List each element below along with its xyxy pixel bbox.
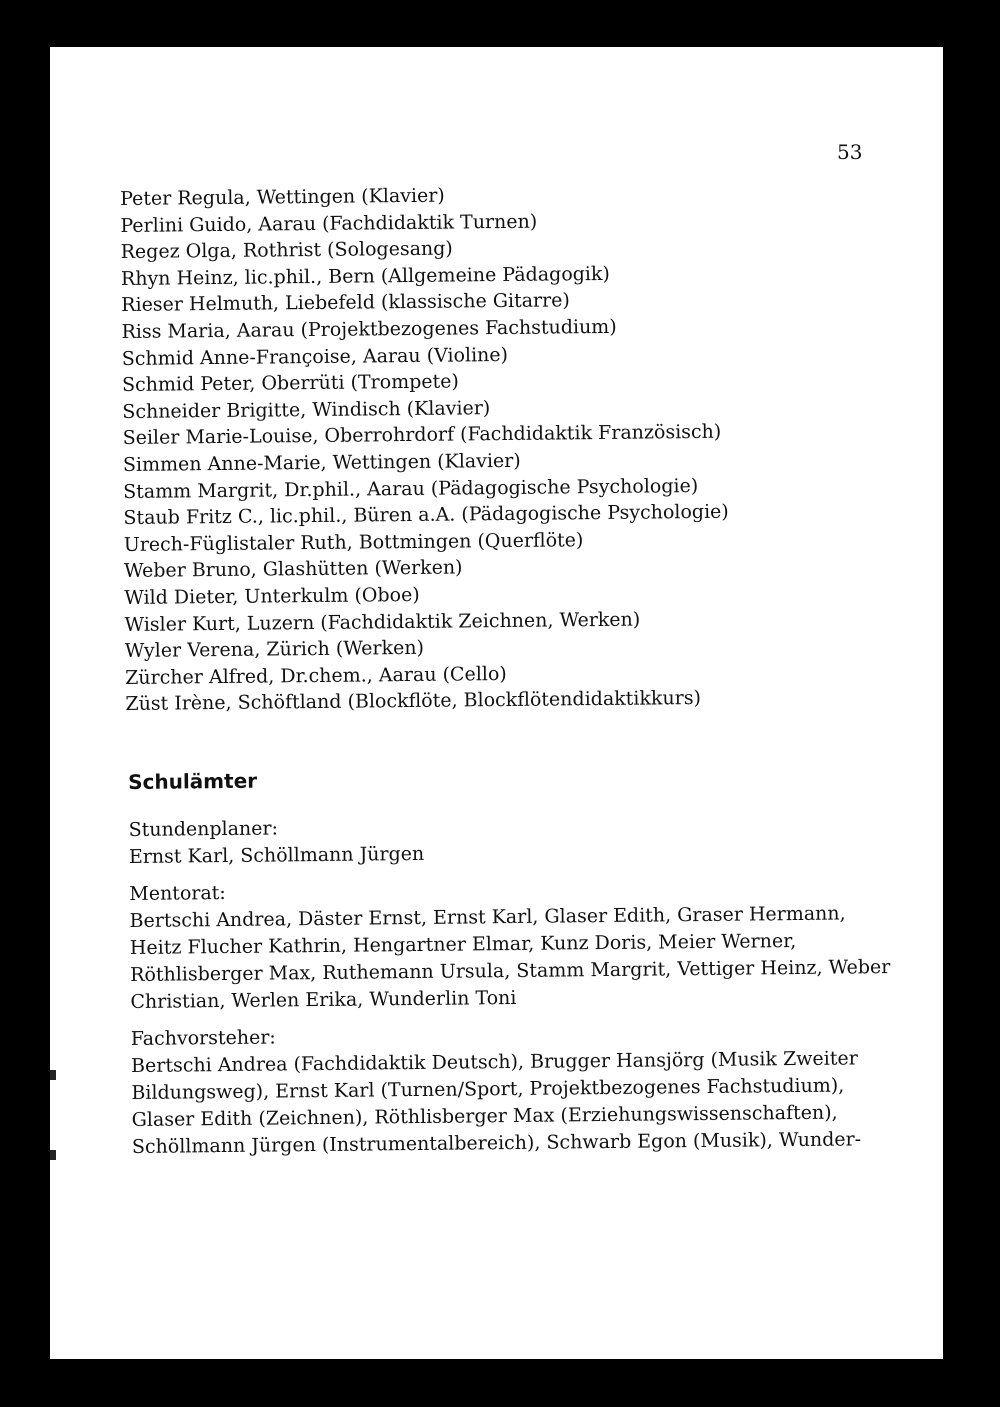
staff-entry: Schneider Brigitte, Windisch (Klavier) bbox=[122, 396, 491, 423]
office-members: Ernst Karl, Schöllmann Jürgen bbox=[128, 842, 425, 868]
office-group-fachvorsteher bbox=[131, 1018, 902, 1161]
staff-entry: Regez Olga, Rothrist (Sologesang) bbox=[120, 237, 453, 264]
staff-entry: Simmen Anne-Marie, Wettingen (Klavier) bbox=[122, 449, 521, 476]
scan-edge-mark bbox=[50, 1070, 56, 1080]
office-group-stundenplaner bbox=[129, 809, 900, 871]
document-page bbox=[50, 47, 943, 1359]
office-label: Stundenplaner: bbox=[128, 817, 279, 841]
staff-entry: Stamm Margrit, Dr.phil., Aarau (Pädagogische Psychologie) bbox=[123, 474, 699, 503]
staff-list bbox=[120, 178, 906, 718]
staff-entry: Riss Maria, Aarau (Projektbezogenes Fachstudium) bbox=[121, 315, 617, 343]
staff-entry: Rieser Helmuth, Liebefeld (klassische Gitarre) bbox=[121, 289, 570, 317]
page-number: 53 bbox=[837, 140, 863, 164]
staff-entry: Zürcher Alfred, Dr.chem., Aarau (Cello) bbox=[125, 662, 507, 689]
staff-entry: Schmid Anne-Françoise, Aarau (Violine) bbox=[121, 343, 509, 370]
staff-entry: Peter Regula, Wettingen (Klavier) bbox=[120, 184, 445, 210]
staff-entry: Schmid Peter, Oberrüti (Trompete) bbox=[121, 370, 459, 397]
staff-entry: Weber Bruno, Glashütten (Werken) bbox=[123, 556, 463, 583]
school-offices-section bbox=[128, 761, 902, 1171]
staff-entry: Wild Dieter, Unterkulm (Oboe) bbox=[124, 583, 420, 609]
office-group-mentorat bbox=[129, 873, 900, 1016]
staff-entry: Seiler Marie-Louise, Oberrohrdorf (Fachdidaktik Französisch) bbox=[122, 421, 722, 450]
staff-entry: Wisler Kurt, Luzern (Fachdidaktik Zeichnen, Werken) bbox=[124, 608, 641, 636]
staff-entry: Staub Fritz C., lic.phil., Büren a.A. (Pädagogische Psychologie) bbox=[123, 500, 729, 530]
staff-entry: Wyler Verena, Zürich (Werken) bbox=[124, 636, 425, 663]
staff-entry: Urech-Füglistaler Ruth, Bottmingen (Querflöte) bbox=[123, 528, 584, 556]
section-title: Schulämter bbox=[128, 768, 258, 794]
staff-entry: Rhyn Heinz, lic.phil., Bern (Allgemeine Pädagogik) bbox=[120, 262, 610, 290]
scan-edge-mark bbox=[50, 1150, 56, 1160]
office-label: Fachvorsteher: bbox=[130, 1026, 276, 1050]
office-members: Bertschi Andrea (Fachdidaktik Deutsch), Brugger Hansjörg (Musik Zweiter Bildungsweg), Ernst Karl (Turnen/Sport, Projektbezogenes Fachstudium), Glaser Edith (Zeichnen), Röthlisberger Max (Erziehungswissenschaften), Schöllmann Jürgen (Instrumentalbereich), Schwarb Egon (Musik), Wunder- bbox=[130, 1047, 862, 1158]
office-members: Bertschi Andrea, Däster Ernst, Ernst Karl, Glaser Edith, Graser Hermann, Heitz Flucher Kathrin, Hengartner Elmar, Kunz Doris, Meier Werner, Röthlisberger Max, Ruthemann Ursula, Stamm Margrit, Vettiger Heinz, Weber Christian, Werlen Erika, Wunderlin Toni bbox=[129, 902, 891, 1013]
staff-entry: Züst Irène, Schöftland (Blockflöte, Blockflötendidaktikkurs) bbox=[125, 687, 702, 716]
office-label: Mentorat: bbox=[129, 881, 226, 905]
staff-entry: Perlini Guido, Aarau (Fachdidaktik Turnen) bbox=[120, 210, 538, 237]
